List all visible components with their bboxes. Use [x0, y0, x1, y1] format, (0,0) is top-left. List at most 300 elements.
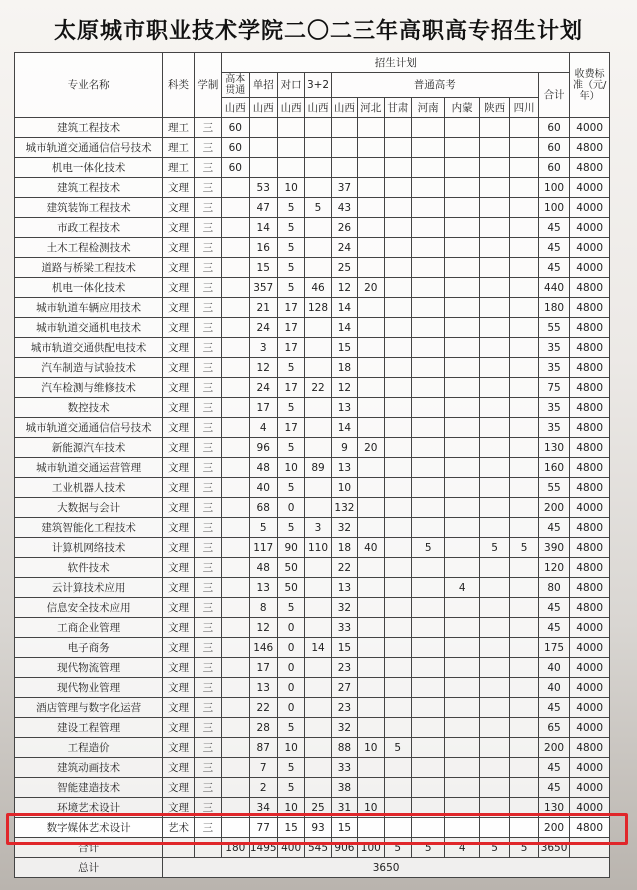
duration-cell: 三: [194, 338, 221, 358]
putong-sichuan-cell: [510, 358, 538, 378]
fee-cell: 4800: [570, 738, 610, 758]
grand-total-value: 3650: [163, 858, 610, 878]
putong-sichuan-cell: [510, 558, 538, 578]
putong-sichuan-cell: [510, 258, 538, 278]
major-name-cell: 工商企业管理: [15, 618, 163, 638]
row-total-cell: 35: [538, 358, 570, 378]
putong-neimeng-cell: 4: [445, 578, 480, 598]
putong-hebei-cell: [358, 458, 384, 478]
row-total-cell: 65: [538, 718, 570, 738]
putong-gansu-cell: [384, 278, 411, 298]
putong-gansu-cell: [384, 758, 411, 778]
putong-gansu-cell: 5: [384, 738, 411, 758]
category-cell: 文理: [163, 578, 194, 598]
duikou-cell: 90: [277, 538, 304, 558]
3plus2-cell: [305, 178, 331, 198]
3plus2-cell: 46: [305, 278, 331, 298]
putong-hebei-cell: 10: [358, 798, 384, 818]
putong-sichuan-cell: [510, 498, 538, 518]
table-row: [15, 158, 610, 178]
putong-shanxi-cell: [331, 138, 357, 158]
row-total-cell: 180: [538, 298, 570, 318]
duration-cell: 三: [194, 478, 221, 498]
3plus2-cell: [305, 138, 331, 158]
danzhao-cell: 17: [249, 658, 277, 678]
putong-shanxi-cell: 15: [331, 638, 357, 658]
putong-shaanxi-cell: [479, 638, 509, 658]
putong-neimeng-cell: [445, 638, 480, 658]
danzhao-cell: 2: [249, 778, 277, 798]
gaoben-cell: 60: [222, 138, 249, 158]
major-name-cell: 城市轨道车辆应用技术: [15, 298, 163, 318]
putong-sichuan-cell: [510, 618, 538, 638]
category-cell: 文理: [163, 718, 194, 738]
danzhao-cell: 13: [249, 678, 277, 698]
putong-shaanxi-cell: [479, 498, 509, 518]
putong-hebei-cell: [358, 298, 384, 318]
putong-henan-cell: [411, 358, 445, 378]
duration-cell: 三: [194, 178, 221, 198]
putong-gansu-cell: [384, 778, 411, 798]
putong-gansu-cell: [384, 478, 411, 498]
putong-neimeng-cell: [445, 738, 480, 758]
duration-cell: 三: [194, 718, 221, 738]
table-row: [15, 558, 610, 578]
3plus2-cell: [305, 418, 331, 438]
fee-cell: 4800: [570, 138, 610, 158]
putong-neimeng-cell: [445, 318, 480, 338]
gaoben-cell: [222, 518, 249, 538]
row-total-cell: 40: [538, 658, 570, 678]
putong-shanxi-cell: 33: [331, 758, 357, 778]
putong-gansu-cell: [384, 638, 411, 658]
duikou-cell: 5: [277, 358, 304, 378]
major-name-cell: 现代物流管理: [15, 658, 163, 678]
3plus2-cell: [305, 258, 331, 278]
row-total-cell: 55: [538, 318, 570, 338]
row-total-cell: 100: [538, 178, 570, 198]
putong-henan-cell: [411, 238, 445, 258]
putong-gansu-cell: [384, 458, 411, 478]
sum-p6: 5: [479, 838, 509, 858]
duikou-cell: 5: [277, 758, 304, 778]
gaoben-cell: 60: [222, 118, 249, 138]
header-gaoben: 高本贯通: [222, 73, 249, 98]
major-name-cell: 汽车检测与维修技术: [15, 378, 163, 398]
fee-cell: 4000: [570, 658, 610, 678]
duration-cell: 三: [194, 258, 221, 278]
duikou-cell: 10: [277, 458, 304, 478]
danzhao-cell: 48: [249, 558, 277, 578]
3plus2-cell: [305, 758, 331, 778]
category-cell: 文理: [163, 178, 194, 198]
putong-neimeng-cell: [445, 538, 480, 558]
danzhao-cell: 15: [249, 258, 277, 278]
putong-neimeng-cell: [445, 358, 480, 378]
putong-shaanxi-cell: [479, 258, 509, 278]
putong-henan-cell: [411, 498, 445, 518]
putong-sichuan-cell: [510, 178, 538, 198]
row-total-cell: 440: [538, 278, 570, 298]
table-row: [15, 438, 610, 458]
putong-shanxi-cell: 132: [331, 498, 357, 518]
danzhao-cell: 24: [249, 378, 277, 398]
putong-shanxi-cell: 24: [331, 238, 357, 258]
danzhao-cell: [249, 138, 277, 158]
category-cell: 文理: [163, 298, 194, 318]
putong-henan-cell: [411, 478, 445, 498]
duikou-cell: 5: [277, 218, 304, 238]
3plus2-cell: 89: [305, 458, 331, 478]
3plus2-cell: [305, 738, 331, 758]
duration-cell: 三: [194, 358, 221, 378]
fee-cell: 4800: [570, 578, 610, 598]
putong-shanxi-cell: 23: [331, 658, 357, 678]
row-total-cell: 45: [538, 778, 570, 798]
danzhao-cell: 357: [249, 278, 277, 298]
putong-shanxi-cell: 15: [331, 338, 357, 358]
category-cell: 文理: [163, 638, 194, 658]
row-total-cell: 45: [538, 218, 570, 238]
3plus2-cell: [305, 118, 331, 138]
province-p7: 四川: [510, 98, 538, 118]
category-cell: 文理: [163, 518, 194, 538]
putong-neimeng-cell: [445, 698, 480, 718]
putong-gansu-cell: [384, 498, 411, 518]
putong-hebei-cell: [358, 318, 384, 338]
gaoben-cell: [222, 738, 249, 758]
danzhao-cell: 4: [249, 418, 277, 438]
duikou-cell: 10: [277, 178, 304, 198]
3plus2-cell: 25: [305, 798, 331, 818]
fee-cell: 4000: [570, 178, 610, 198]
duration-cell: 三: [194, 218, 221, 238]
row-total-cell: 120: [538, 558, 570, 578]
row-total-cell: 175: [538, 638, 570, 658]
putong-hebei-cell: [358, 578, 384, 598]
fee-cell: 4800: [570, 518, 610, 538]
putong-henan-cell: [411, 258, 445, 278]
sum-total: 3650: [538, 838, 570, 858]
putong-gansu-cell: [384, 538, 411, 558]
province-p2: 河北: [358, 98, 384, 118]
duikou-cell: 0: [277, 698, 304, 718]
putong-gansu-cell: [384, 698, 411, 718]
fee-cell: 4800: [570, 278, 610, 298]
duikou-cell: 17: [277, 318, 304, 338]
putong-henan-cell: [411, 678, 445, 698]
table-row: [15, 298, 610, 318]
gaoben-cell: [222, 238, 249, 258]
danzhao-cell: 8: [249, 598, 277, 618]
duikou-cell: 17: [277, 338, 304, 358]
putong-sichuan-cell: [510, 378, 538, 398]
duikou-cell: 50: [277, 578, 304, 598]
major-name-cell: 市政工程技术: [15, 218, 163, 238]
putong-sichuan-cell: [510, 478, 538, 498]
major-name-cell: 建筑装饰工程技术: [15, 198, 163, 218]
putong-neimeng-cell: [445, 778, 480, 798]
putong-gansu-cell: [384, 158, 411, 178]
duikou-cell: 5: [277, 478, 304, 498]
putong-sichuan-cell: [510, 418, 538, 438]
putong-shanxi-cell: 88: [331, 738, 357, 758]
danzhao-cell: [249, 118, 277, 138]
danzhao-cell: 146: [249, 638, 277, 658]
3plus2-cell: 3: [305, 518, 331, 538]
putong-henan-cell: [411, 558, 445, 578]
3plus2-cell: [305, 438, 331, 458]
grand-total-label: 总计: [15, 858, 163, 878]
danzhao-cell: 22: [249, 698, 277, 718]
duikou-cell: [277, 158, 304, 178]
putong-sichuan-cell: [510, 778, 538, 798]
fee-cell: 4000: [570, 798, 610, 818]
putong-shanxi-cell: 23: [331, 698, 357, 718]
major-name-cell: 环境艺术设计: [15, 798, 163, 818]
province-p3: 甘肃: [384, 98, 411, 118]
category-cell: 文理: [163, 398, 194, 418]
danzhao-cell: 96: [249, 438, 277, 458]
danzhao-cell: 48: [249, 458, 277, 478]
putong-shaanxi-cell: [479, 318, 509, 338]
putong-shaanxi-cell: [479, 158, 509, 178]
table-row: [15, 718, 610, 738]
gaoben-cell: [222, 318, 249, 338]
putong-neimeng-cell: [445, 398, 480, 418]
duration-cell: 三: [194, 758, 221, 778]
table-row: [15, 218, 610, 238]
putong-shaanxi-cell: [479, 738, 509, 758]
sum-p3: 5: [384, 838, 411, 858]
putong-neimeng-cell: [445, 518, 480, 538]
putong-shanxi-cell: 14: [331, 418, 357, 438]
row-total-cell: 100: [538, 198, 570, 218]
duikou-cell: 5: [277, 438, 304, 458]
row-total-cell: 45: [538, 258, 570, 278]
putong-shaanxi-cell: [479, 398, 509, 418]
gaoben-cell: [222, 418, 249, 438]
major-name-cell: 大数据与会计: [15, 498, 163, 518]
putong-gansu-cell: [384, 618, 411, 638]
putong-neimeng-cell: [445, 158, 480, 178]
putong-shaanxi-cell: [479, 218, 509, 238]
header-plan: 招生计划: [222, 53, 570, 73]
danzhao-cell: 28: [249, 718, 277, 738]
putong-shanxi-cell: 32: [331, 718, 357, 738]
3plus2-cell: 93: [305, 818, 331, 838]
putong-henan-cell: [411, 518, 445, 538]
danzhao-cell: 47: [249, 198, 277, 218]
fee-cell: 4000: [570, 218, 610, 238]
putong-neimeng-cell: [445, 178, 480, 198]
putong-henan-cell: [411, 198, 445, 218]
province-duikou: 山西: [277, 98, 304, 118]
danzhao-cell: 3: [249, 338, 277, 358]
putong-shaanxi-cell: [479, 298, 509, 318]
putong-henan-cell: [411, 138, 445, 158]
putong-neimeng-cell: [445, 138, 480, 158]
row-total-cell: 55: [538, 478, 570, 498]
putong-henan-cell: [411, 118, 445, 138]
putong-gansu-cell: [384, 438, 411, 458]
putong-henan-cell: [411, 638, 445, 658]
table-row: [15, 658, 610, 678]
danzhao-cell: 12: [249, 358, 277, 378]
putong-hebei-cell: [358, 678, 384, 698]
3plus2-cell: [305, 578, 331, 598]
putong-shaanxi-cell: [479, 678, 509, 698]
gaoben-cell: [222, 778, 249, 798]
duration-cell: 三: [194, 198, 221, 218]
putong-henan-cell: [411, 218, 445, 238]
putong-sichuan-cell: [510, 698, 538, 718]
category-cell: 文理: [163, 318, 194, 338]
fee-cell: 4000: [570, 698, 610, 718]
category-cell: 文理: [163, 698, 194, 718]
gaoben-cell: [222, 378, 249, 398]
major-name-cell: 工业机器人技术: [15, 478, 163, 498]
3plus2-cell: [305, 218, 331, 238]
major-name-cell: 建筑工程技术: [15, 178, 163, 198]
putong-gansu-cell: [384, 198, 411, 218]
major-name-cell: 汽车制造与试验技术: [15, 358, 163, 378]
table-row: [15, 138, 610, 158]
category-cell: 文理: [163, 458, 194, 478]
3plus2-cell: 110: [305, 538, 331, 558]
putong-gansu-cell: [384, 258, 411, 278]
duikou-cell: 0: [277, 658, 304, 678]
putong-sichuan-cell: [510, 218, 538, 238]
putong-sichuan-cell: [510, 318, 538, 338]
putong-henan-cell: [411, 158, 445, 178]
fee-cell: 4000: [570, 258, 610, 278]
fee-cell: 4800: [570, 358, 610, 378]
page-title: 太原城市职业技术学院二〇二三年高职高专招生计划: [53, 18, 583, 44]
major-name-cell: 数字媒体艺术设计: [15, 818, 163, 838]
duikou-cell: 15: [277, 818, 304, 838]
putong-shanxi-cell: [331, 118, 357, 138]
table-row: [15, 338, 610, 358]
putong-shanxi-cell: 14: [331, 318, 357, 338]
putong-shaanxi-cell: [479, 558, 509, 578]
putong-shaanxi-cell: [479, 378, 509, 398]
putong-henan-cell: [411, 598, 445, 618]
duikou-cell: 0: [277, 638, 304, 658]
duikou-cell: 5: [277, 238, 304, 258]
gaoben-cell: [222, 198, 249, 218]
putong-henan-cell: [411, 738, 445, 758]
putong-shaanxi-cell: [479, 778, 509, 798]
fee-cell: 4800: [570, 298, 610, 318]
row-total-cell: 130: [538, 798, 570, 818]
category-cell: 文理: [163, 438, 194, 458]
putong-hebei-cell: [358, 698, 384, 718]
table-row: [15, 778, 610, 798]
3plus2-cell: [305, 498, 331, 518]
province-3plus2: 山西: [305, 98, 331, 118]
duration-cell: 三: [194, 278, 221, 298]
putong-hebei-cell: [358, 338, 384, 358]
row-total-cell: 60: [538, 158, 570, 178]
putong-hebei-cell: [358, 658, 384, 678]
fee-cell: 4800: [570, 438, 610, 458]
gaoben-cell: [222, 398, 249, 418]
major-name-cell: 城市轨道交通通信信号技术: [15, 138, 163, 158]
3plus2-cell: [305, 338, 331, 358]
putong-neimeng-cell: [445, 558, 480, 578]
plan-table-body: [15, 118, 610, 838]
row-total-cell: 45: [538, 518, 570, 538]
putong-gansu-cell: [384, 418, 411, 438]
danzhao-cell: 34: [249, 798, 277, 818]
putong-henan-cell: [411, 418, 445, 438]
putong-neimeng-cell: [445, 598, 480, 618]
gaoben-cell: [222, 178, 249, 198]
putong-shanxi-cell: 9: [331, 438, 357, 458]
putong-gansu-cell: [384, 598, 411, 618]
putong-henan-cell: [411, 658, 445, 678]
row-total-cell: 35: [538, 338, 570, 358]
gaoben-cell: [222, 298, 249, 318]
putong-hebei-cell: [358, 758, 384, 778]
putong-sichuan-cell: [510, 678, 538, 698]
sum-gaoben: 180: [222, 838, 249, 858]
duikou-cell: [277, 138, 304, 158]
major-name-cell: 建筑智能化工程技术: [15, 518, 163, 538]
duikou-cell: 0: [277, 498, 304, 518]
putong-neimeng-cell: [445, 498, 480, 518]
table-row: [15, 538, 610, 558]
major-name-cell: 城市轨道交通机电技术: [15, 318, 163, 338]
3plus2-cell: [305, 398, 331, 418]
putong-gansu-cell: [384, 118, 411, 138]
3plus2-cell: [305, 598, 331, 618]
danzhao-cell: 40: [249, 478, 277, 498]
fee-cell: 4000: [570, 618, 610, 638]
major-name-cell: 酒店管理与数字化运营: [15, 698, 163, 718]
duration-cell: 三: [194, 438, 221, 458]
gaoben-cell: [222, 718, 249, 738]
putong-shanxi-cell: 13: [331, 578, 357, 598]
putong-hebei-cell: [358, 598, 384, 618]
putong-shanxi-cell: 10: [331, 478, 357, 498]
category-cell: 文理: [163, 558, 194, 578]
putong-gansu-cell: [384, 138, 411, 158]
putong-neimeng-cell: [445, 238, 480, 258]
duration-cell: 三: [194, 418, 221, 438]
putong-gansu-cell: [384, 338, 411, 358]
putong-shaanxi-cell: 5: [479, 538, 509, 558]
putong-hebei-cell: [358, 378, 384, 398]
major-name-cell: 土木工程检测技术: [15, 238, 163, 258]
duration-cell: 三: [194, 618, 221, 638]
putong-shanxi-cell: 26: [331, 218, 357, 238]
putong-sichuan-cell: [510, 238, 538, 258]
duration-cell: 三: [194, 298, 221, 318]
category-cell: 文理: [163, 358, 194, 378]
putong-henan-cell: [411, 378, 445, 398]
gaoben-cell: [222, 218, 249, 238]
sum-p7: 5: [510, 838, 538, 858]
province-p4: 河南: [411, 98, 445, 118]
category-cell: 文理: [163, 598, 194, 618]
danzhao-cell: 7: [249, 758, 277, 778]
gaoben-cell: [222, 758, 249, 778]
danzhao-cell: 117: [249, 538, 277, 558]
table-row: [15, 378, 610, 398]
row-total-cell: 35: [538, 398, 570, 418]
